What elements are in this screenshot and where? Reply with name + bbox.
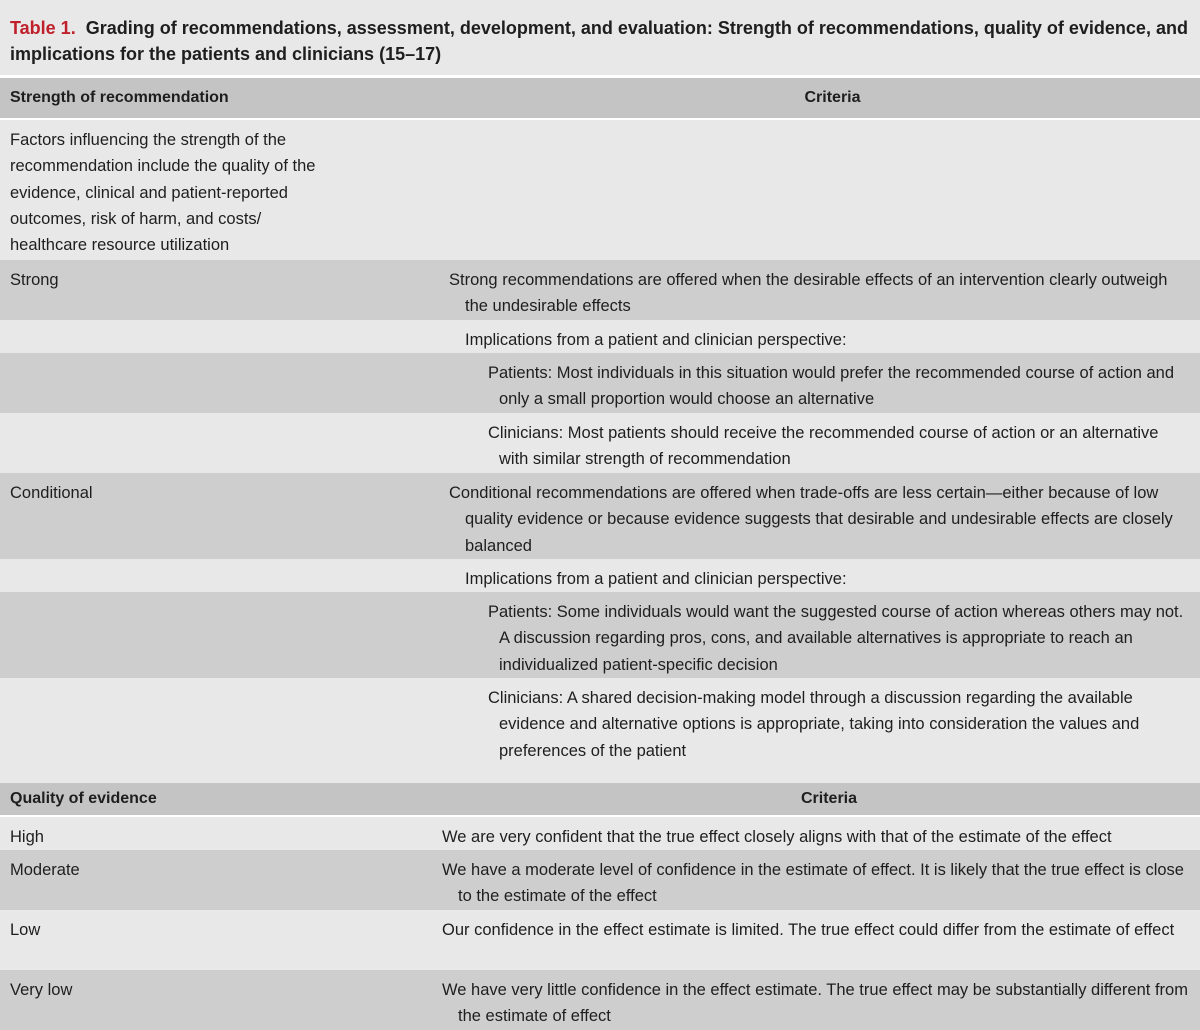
conditional-row — [0, 473, 1200, 559]
strong-clinicians-row — [0, 413, 1200, 473]
quality-label: High — [10, 828, 44, 846]
strong-label: Strong — [10, 271, 59, 289]
conditional-implications: Implications from a patient and clinician perspective: — [465, 570, 847, 588]
factors-row — [0, 120, 1200, 260]
quality-criteria-header-label: Criteria — [800, 790, 858, 807]
conditional-patients-row — [0, 592, 1200, 678]
strength-header-row — [0, 78, 1200, 120]
quality-criteria: Our confidence in the effect estimate is limited. The true effect could differ from the estimate of effect — [442, 921, 1175, 939]
quality-header-label: Quality of evidence — [10, 790, 157, 807]
quality-criteria: We have a moderate level of confidence in the estimate of effect. It is likely that the true effect is close to the estimate of the effect — [442, 861, 1184, 906]
quality-criteria: We are very confident that the true effect closely aligns with that of the estimate of the effect — [442, 828, 1112, 846]
conditional-patients-text: Patients: Some individuals would want the suggested course of action whereas others may not. A discussion regarding pros, cons, and available alternatives is appropriate to reach an individualized patient-specific decision — [488, 603, 1184, 674]
conditional-clinicians-text: Clinicians: A shared decision-making model through a discussion regarding the available evidence and alternative options is appropriate, taking into consideration the values and preferences of the patient — [488, 689, 1140, 760]
quality-row-very-low — [0, 970, 1200, 1030]
conditional-label: Conditional — [10, 484, 93, 502]
conditional-clinicians-row — [0, 678, 1200, 764]
strong-row — [0, 260, 1200, 320]
quality-header-row — [0, 783, 1200, 817]
quality-label: Very low — [10, 981, 73, 999]
table-label: Table 1. — [10, 18, 76, 38]
strong-clinicians-text: Clinicians: Most patients should receive the recommended course of action or an alternative with similar strength of recommendation — [488, 424, 1159, 469]
quality-row-low — [0, 910, 1200, 970]
table-title: Grading of recommendations, assessment, development, and evaluation: Strength of recommendations, quality of evidence, and implications for the patients and clinicians (15–17) — [10, 18, 1188, 64]
strength-header-label: Strength of recommendation — [10, 89, 229, 106]
criteria-header-label: Criteria — [804, 89, 861, 106]
strong-patients-text: Patients: Most individuals in this situation would prefer the recommended course of action and only a small proportion would choose an alternative — [488, 364, 1175, 409]
quality-row-high — [0, 817, 1200, 850]
strong-patients-row — [0, 353, 1200, 413]
strong-implications: Implications from a patient and clinician perspective: — [465, 331, 847, 349]
conditional-implications-row — [0, 559, 1200, 592]
quality-label: Low — [10, 921, 41, 939]
section-gap — [0, 764, 1200, 783]
strong-implications-row — [0, 320, 1200, 353]
quality-criteria: We have very little confidence in the effect estimate. The true effect may be substantially different from the estimate of effect — [442, 981, 1188, 1026]
factors-text: Factors influencing the strength of the recommendation include the quality of the evidence, clinical and patient-reported outcomes, risk of harm, and costs/ healthcare resource utilization — [10, 131, 316, 255]
conditional-criteria: Conditional recommendations are offered when trade-offs are less certain—either because of low quality evidence or because evidence suggests that desirable and undesirable effects are closely balanced — [449, 484, 1173, 555]
strong-criteria: Strong recommendations are offered when the desirable effects of an intervention clearly outweigh the undesirable effects — [449, 271, 1168, 316]
table-caption — [0, 0, 1200, 78]
quality-row-moderate — [0, 850, 1200, 910]
quality-label: Moderate — [10, 861, 80, 879]
